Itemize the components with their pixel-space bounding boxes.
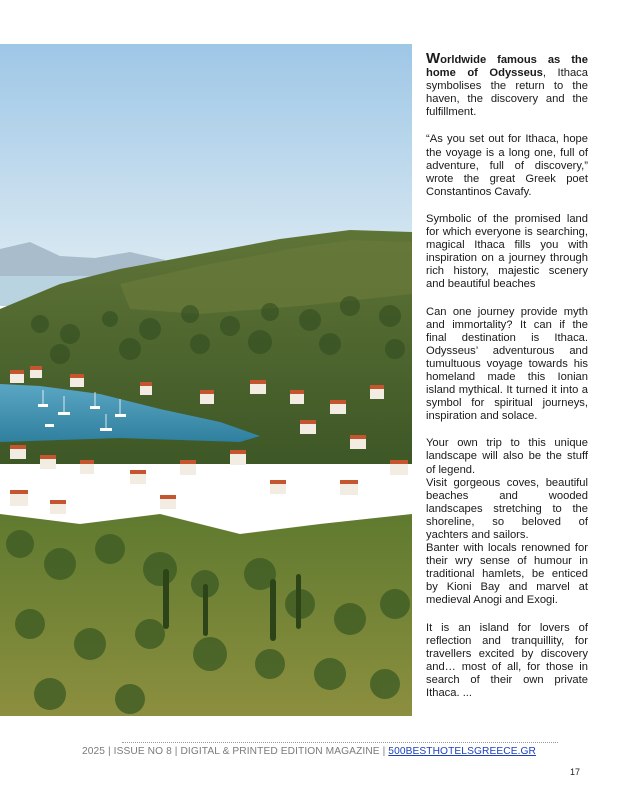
paragraph-myth: Can one journey provide myth and immortality? It can if the final destination is Ithaca. Odysseus’ adventurous and tumultuous voyage towards his homeland made this Ionian island mythical. It turned it into a symbol for spiritual journeys, inspiration and solace. bbox=[426, 305, 588, 423]
paragraph-reflection: It is an island for lovers of reflection and tranquillity, for travellers excited by discovery and… most of all, for those in search of their own private Ithaca. ... bbox=[426, 621, 588, 700]
page-number: 17 bbox=[569, 767, 580, 777]
paragraph-intro bbox=[426, 52, 588, 119]
paragraph-coves: Visit gorgeous coves, beautiful beaches and wooded landscapes stretching to the shoreline, so beloved of yachters and sailors. bbox=[426, 476, 588, 541]
footer-text: 2025 | ISSUE NO 8 | DIGITAL & PRINTED EDITION MAGAZINE | bbox=[81, 746, 389, 757]
intro-rest: , Ithaca symbolises the return to the haven, the discovery and the fulfillment. bbox=[426, 67, 588, 119]
paragraph-locals: Banter with locals renowned for their wry sense of humour in traditional hamlets, be enticed by Kioni Bay and marvel at medieval Anogi and Exogi. bbox=[426, 542, 588, 607]
website-link[interactable]: 500BESTHOTELSGREECE.GR bbox=[388, 746, 536, 757]
footer-divider bbox=[122, 742, 558, 743]
article-text bbox=[426, 52, 588, 714]
intro-lead: orldwide famous as the home of Odysseus bbox=[426, 54, 588, 80]
dropcap: W bbox=[426, 50, 441, 67]
paragraph-cavafy-quote: “As you set out for Ithaca, hope the voyage is a long one, full of adventure, full of discovery,” wrote the great Greek poet Constantinos Cavafy. bbox=[426, 133, 588, 198]
paragraph-legend: Your own trip to this unique landscape will also be the stuff of legend. bbox=[426, 437, 588, 476]
footer bbox=[0, 746, 618, 757]
paragraph-promised-land: Symbolic of the promised land for which everyone is searching, magical Ithaca fills you with inspiration on a journey through rich history, majestic scenery and beautiful beaches bbox=[426, 212, 588, 291]
ithaca-harbour-photo bbox=[0, 44, 412, 716]
